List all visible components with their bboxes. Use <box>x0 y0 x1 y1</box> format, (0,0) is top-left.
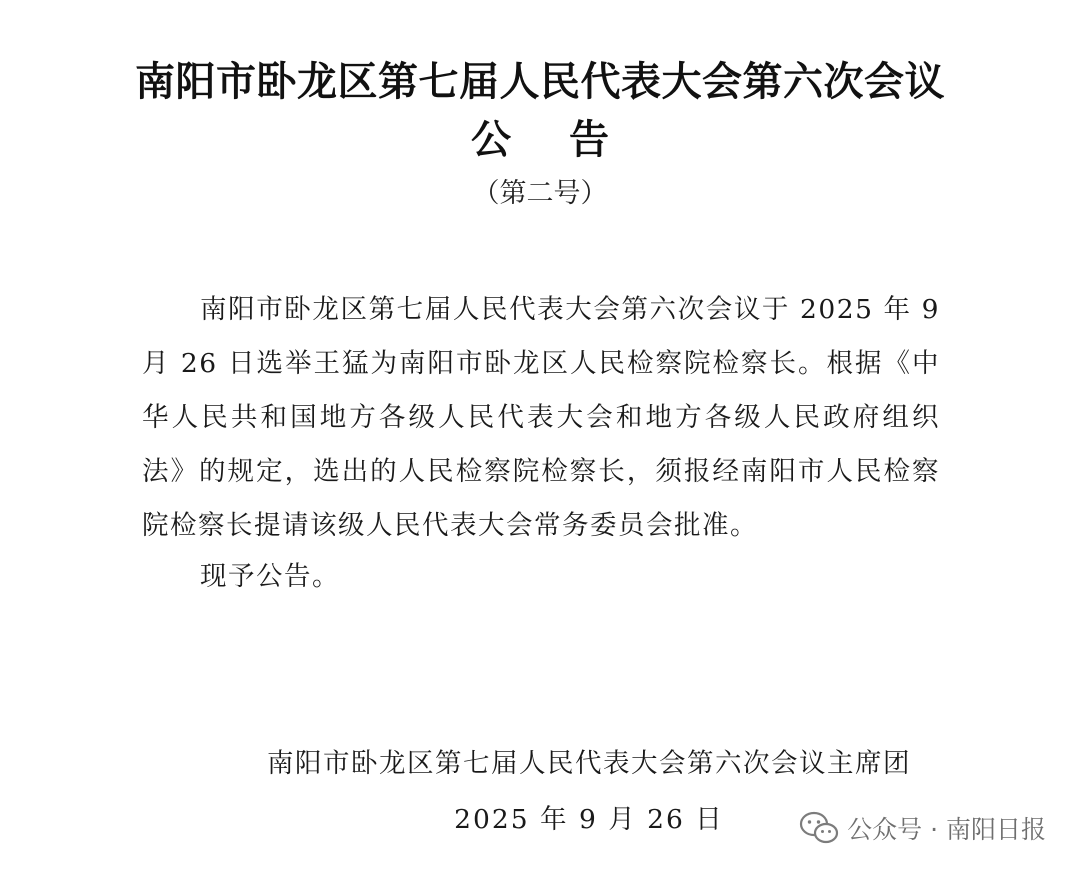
source-watermark <box>799 806 1046 850</box>
wechat-icon <box>799 811 839 845</box>
watermark-text: 公众号 · 南阳日报 <box>847 815 1046 844</box>
announcement-date: 2025 年 9 月 26 日 <box>454 804 724 835</box>
announcement-signer: 南阳市卧龙区第七届人民代表大会第六次会议主席团 <box>267 748 911 779</box>
announcement-body: 南阳市卧龙区第七届人民代表大会第六次会议于 2025 年 9 月 26 日选举王猛为南阳市卧龙区人民检察院检察长。根据《中华人民共和国地方各级人民代表大会和地方各级人民政府组织法》的规定，选出的人民检察院检察长，须报经南阳市人民检察院检察长提请该级人民代表大会常务委员会批准。 <box>142 294 940 541</box>
announcement-closing: 现予公告。 <box>200 561 340 592</box>
announcement-heading: 公告 <box>471 116 667 163</box>
announcement-title: 南阳市卧龙区第七届人民代表大会第六次会议 <box>135 58 945 105</box>
announcement-number: （第二号） <box>472 178 608 209</box>
